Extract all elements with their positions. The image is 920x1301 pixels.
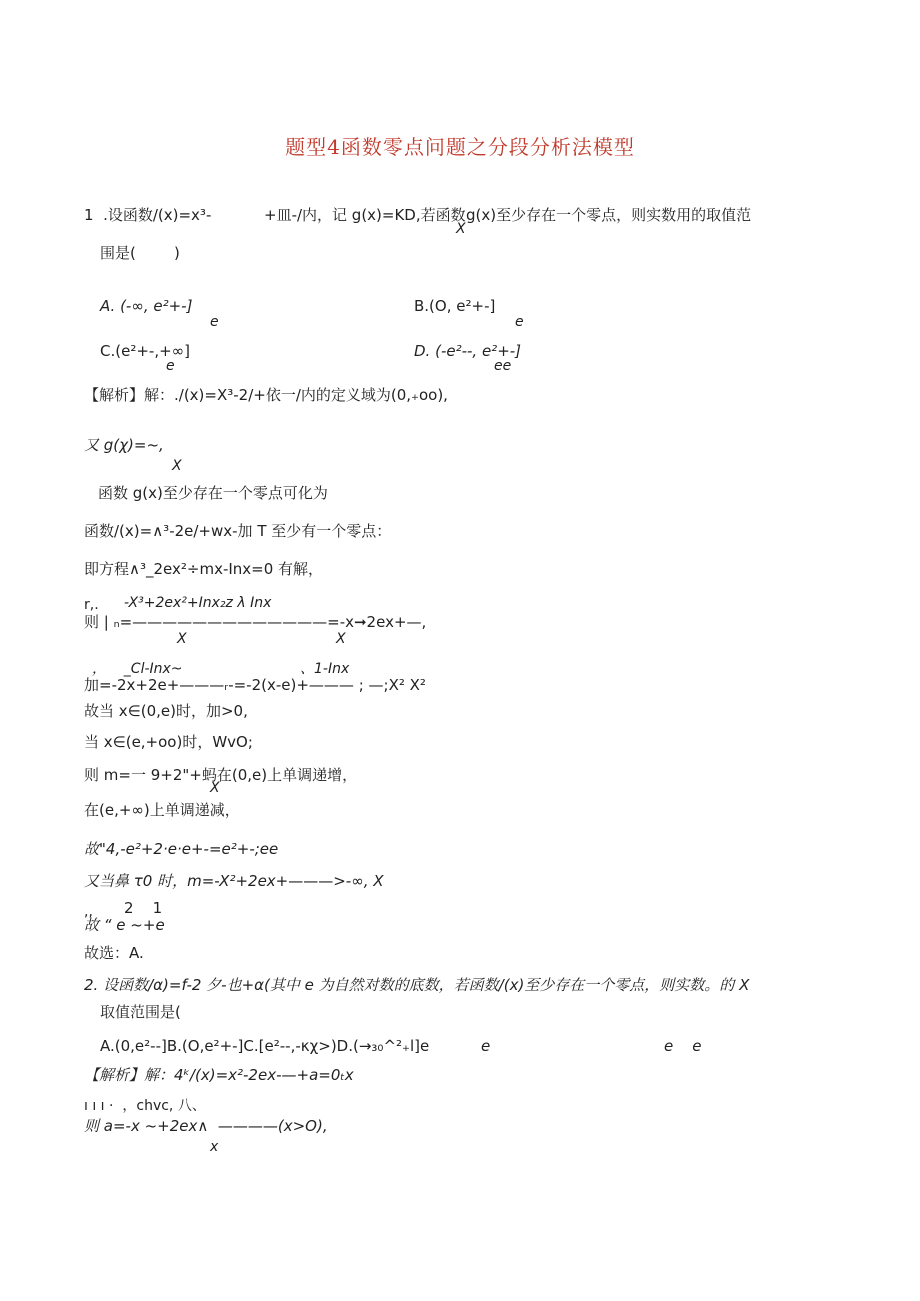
sol1-line-4: 函数/(x)=∧³-2e/+wx-加 T 至少有一个零点： bbox=[84, 522, 392, 540]
q1-stem-part-b: +皿-/内，记 g(x)=KD,若函数 bbox=[264, 206, 466, 224]
sol1-line-2: 又 g(χ)=~, bbox=[84, 436, 164, 454]
q2-options: A.(0,e²--]B.(O,e²+-]C.[e²--,-κχ>)D.(→₃₀^²₊l]e bbox=[100, 1037, 430, 1055]
sol1-line-10: 故当 x∈(0,e)时，加>0, bbox=[84, 702, 248, 720]
q1-stem-part-c: g(x)至少存在一个零点，则实数用的取值范 bbox=[466, 206, 752, 224]
sol1-line-14: 故"4,-e²+2·e·e+-=e²+-;ee bbox=[84, 840, 279, 858]
sol2-line-3-sub: x bbox=[210, 1139, 219, 1155]
q1-stem-subscript: X bbox=[456, 221, 466, 237]
page-title: 题型4函数零点问题之分段分析法模型 bbox=[285, 135, 635, 159]
sol2-line-1: 【解析】解：4ᵏ/(x)=x²-2ex-—+a=0ₜx bbox=[84, 1066, 354, 1084]
sol1-line-8b: 、1-Inx bbox=[300, 661, 350, 677]
q2-options-e2: e e bbox=[664, 1037, 702, 1055]
sol1-line-7: 则 | ₙ=—————————————=-x➞2ex+—, bbox=[84, 613, 427, 631]
sol1-line-16a: ,, bbox=[84, 904, 93, 920]
q1-option-d-sub: ee bbox=[494, 358, 512, 374]
q2-line-1: 2. 设函数/α)=f-2 夕-也+α(其中 e 为自然对数的底数，若函数/(x)至少存在一个零点，则实数。的 X bbox=[84, 976, 750, 994]
sol1-line-18: 故选：A. bbox=[84, 944, 144, 962]
sol1-line-15: 又当鼻 τ0 时，m=-X²+2ex+———>-∞, X bbox=[84, 872, 384, 890]
q1-option-c-sub: e bbox=[166, 358, 175, 374]
q1-stem-part-d: 围是( ) bbox=[100, 244, 180, 262]
sol1-line-12-sub: X bbox=[210, 780, 220, 796]
q1-option-a-sub: e bbox=[210, 314, 219, 330]
sol1-line-5: 即方程∧³_2ex²÷mx-Inx=0 有解， bbox=[84, 560, 324, 578]
sol1-line-9: 加=-2x+2e+———ᵣ-=-2(x-e)+——— ; —;X² X² bbox=[84, 676, 426, 694]
q1-option-b-sub: e bbox=[515, 314, 524, 330]
sol1-line-16b: 2 1 bbox=[124, 899, 163, 917]
sol1-line-6b: -X³+2ex²+Inx₂z λ Inx bbox=[124, 595, 272, 611]
sol1-line-12: 则 m=一 9+2"+蚂在(0,e)上单调递增， bbox=[84, 766, 358, 784]
sol1-line-7-x1: X bbox=[177, 631, 187, 647]
sol1-line-8a: ， _Cl-Inx~ bbox=[92, 661, 183, 677]
sol2-line-2: ı ı ı · ，chvc, 八、 bbox=[84, 1098, 206, 1114]
q2-line-2: 取值范围是( bbox=[100, 1003, 181, 1021]
sol1-line-17: 故 “ e ~+e bbox=[84, 916, 165, 934]
sol2-line-3: 则 a=-x ~+2ex∧ ————(x>O), bbox=[84, 1117, 328, 1135]
q1-option-b: B.(O, e²+-] bbox=[414, 297, 496, 315]
sol1-line-13: 在(e,+∞)上单调递减， bbox=[84, 801, 240, 819]
sol1-line-2-sub: X bbox=[172, 458, 182, 474]
q1-stem-part-a: 1 .设函数/(x)=x³- bbox=[84, 206, 212, 224]
sol1-line-3: 函数 g(x)至少存在一个零点可化为 bbox=[98, 484, 328, 502]
q1-option-c: C.(e²+-,+∞] bbox=[100, 342, 190, 360]
sol1-line-11: 当 x∈(e,+oo)时，WvO; bbox=[84, 733, 253, 751]
sol1-line-7-x2: X bbox=[336, 631, 346, 647]
q1-option-d: D. (-e²--, e²+-] bbox=[414, 342, 522, 360]
q2-options-e1: e bbox=[481, 1037, 491, 1055]
sol1-line-1: 【解析】解：./(x)=X³-2/+依一/内的定义域为(0,₊oo), bbox=[84, 386, 448, 404]
q1-option-a: A. (-∞, e²+-] bbox=[100, 297, 193, 315]
sol1-line-6a: r,. bbox=[84, 597, 99, 613]
